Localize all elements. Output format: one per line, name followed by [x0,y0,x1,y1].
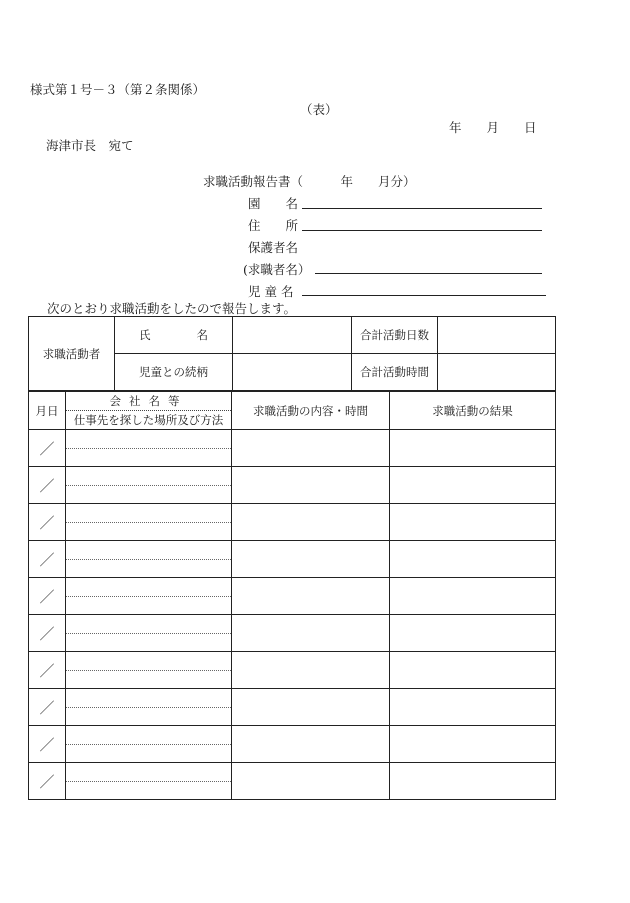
search-method-field[interactable] [66,449,231,467]
form-side-label: （表） [300,102,338,117]
jobseeker-header: 求職活動者 [29,317,115,391]
date-slash: ／ [39,624,55,643]
company-header-top: 会社名等 [66,392,231,411]
company-name-field[interactable] [66,652,231,671]
result-cell[interactable] [390,726,556,763]
date-cell[interactable] [29,615,66,652]
content-cell[interactable] [232,541,390,578]
form-number: 様式第１号－３（第２条関係） [30,82,206,97]
total-time-label: 合計活動時間 [352,354,438,391]
search-method-field[interactable] [66,597,231,615]
document-title: 求職活動報告書（ 年 月分） [203,174,416,189]
content-cell[interactable] [232,467,390,504]
date-cell[interactable] [29,504,66,541]
nursery-label: 園 名 [248,196,299,211]
company-name-field[interactable] [66,689,231,708]
date-cell[interactable] [29,541,66,578]
company-cell [66,541,232,578]
company-column-header [66,392,232,430]
company-name-field[interactable] [66,578,231,597]
table-row [29,430,556,467]
report-statement: 次のとおり求職活動をしたので報告します。 [47,301,297,316]
company-cell [66,726,232,763]
content-cell[interactable] [232,578,390,615]
table-row [29,763,556,800]
guardian-label: 保護者名 [248,240,299,255]
result-cell[interactable] [390,541,556,578]
jobseeker-input-line[interactable] [315,273,542,274]
company-cell [66,578,232,615]
child-input-line[interactable] [302,295,546,296]
relation-field[interactable] [233,354,352,391]
date-slash: ／ [39,550,55,569]
table-row [29,578,556,615]
content-cell[interactable] [232,430,390,467]
total-days-label: 合計活動日数 [352,317,438,354]
name-field[interactable] [233,317,352,354]
total-time-field[interactable] [438,354,556,391]
date-line: 年 月 日 [449,120,537,135]
company-name-field[interactable] [66,726,231,745]
table-row [29,652,556,689]
search-method-field[interactable] [66,486,231,504]
content-cell[interactable] [232,726,390,763]
company-cell [66,652,232,689]
child-label: 児 童 名 [248,284,294,299]
name-label: 氏 名 [115,317,233,354]
company-name-field[interactable] [66,615,231,634]
date-slash: ／ [39,476,55,495]
company-cell [66,615,232,652]
search-method-field[interactable] [66,634,231,652]
nursery-input-line[interactable] [302,208,542,209]
company-cell [66,467,232,504]
date-cell[interactable] [29,652,66,689]
date-slash: ／ [39,698,55,717]
company-name-field[interactable] [66,541,231,560]
date-cell[interactable] [29,763,66,800]
date-cell[interactable] [29,578,66,615]
jobseeker-label: (求職者名） [243,262,311,277]
company-cell [66,430,232,467]
content-cell[interactable] [232,652,390,689]
date-slash: ／ [39,772,55,791]
result-cell[interactable] [390,763,556,800]
company-cell [66,689,232,726]
search-method-field[interactable] [66,560,231,578]
date-cell[interactable] [29,467,66,504]
address-label: 住 所 [248,218,299,233]
address-input-line[interactable] [302,230,542,231]
table-row [29,467,556,504]
jobseeker-info-table [28,316,556,391]
search-method-field[interactable] [66,671,231,689]
date-cell[interactable] [29,430,66,467]
total-days-field[interactable] [438,317,556,354]
result-cell[interactable] [390,504,556,541]
company-name-field[interactable] [66,763,231,782]
addressee: 海津市長 宛て [46,138,134,153]
company-name-field[interactable] [66,467,231,486]
company-cell [66,763,232,800]
search-method-field[interactable] [66,782,231,800]
date-slash: ／ [39,513,55,532]
result-cell[interactable] [390,467,556,504]
date-column-header: 月日 [29,392,66,430]
content-cell[interactable] [232,763,390,800]
table-row [29,541,556,578]
search-method-field[interactable] [66,745,231,763]
table-row [29,504,556,541]
content-cell[interactable] [232,615,390,652]
company-name-field[interactable] [66,430,231,449]
relation-label: 児童との続柄 [115,354,233,391]
result-column-header: 求職活動の結果 [390,392,556,430]
table-row [29,615,556,652]
search-method-field[interactable] [66,708,231,726]
result-cell[interactable] [390,615,556,652]
content-cell[interactable] [232,504,390,541]
activity-table [28,391,556,800]
table-row [29,726,556,763]
date-slash: ／ [39,661,55,680]
content-column-header: 求職活動の内容・時間 [232,392,390,430]
company-cell [66,504,232,541]
date-slash: ／ [39,587,55,606]
result-cell[interactable] [390,578,556,615]
company-name-field[interactable] [66,504,231,523]
date-slash: ／ [39,735,55,754]
result-cell[interactable] [390,430,556,467]
date-slash: ／ [39,439,55,458]
date-cell[interactable] [29,726,66,763]
search-method-field[interactable] [66,523,231,541]
content-cell[interactable] [232,689,390,726]
table-row [29,689,556,726]
result-cell[interactable] [390,652,556,689]
date-cell[interactable] [29,689,66,726]
result-cell[interactable] [390,689,556,726]
company-header-bottom: 仕事先を探した場所及び方法 [73,413,224,427]
